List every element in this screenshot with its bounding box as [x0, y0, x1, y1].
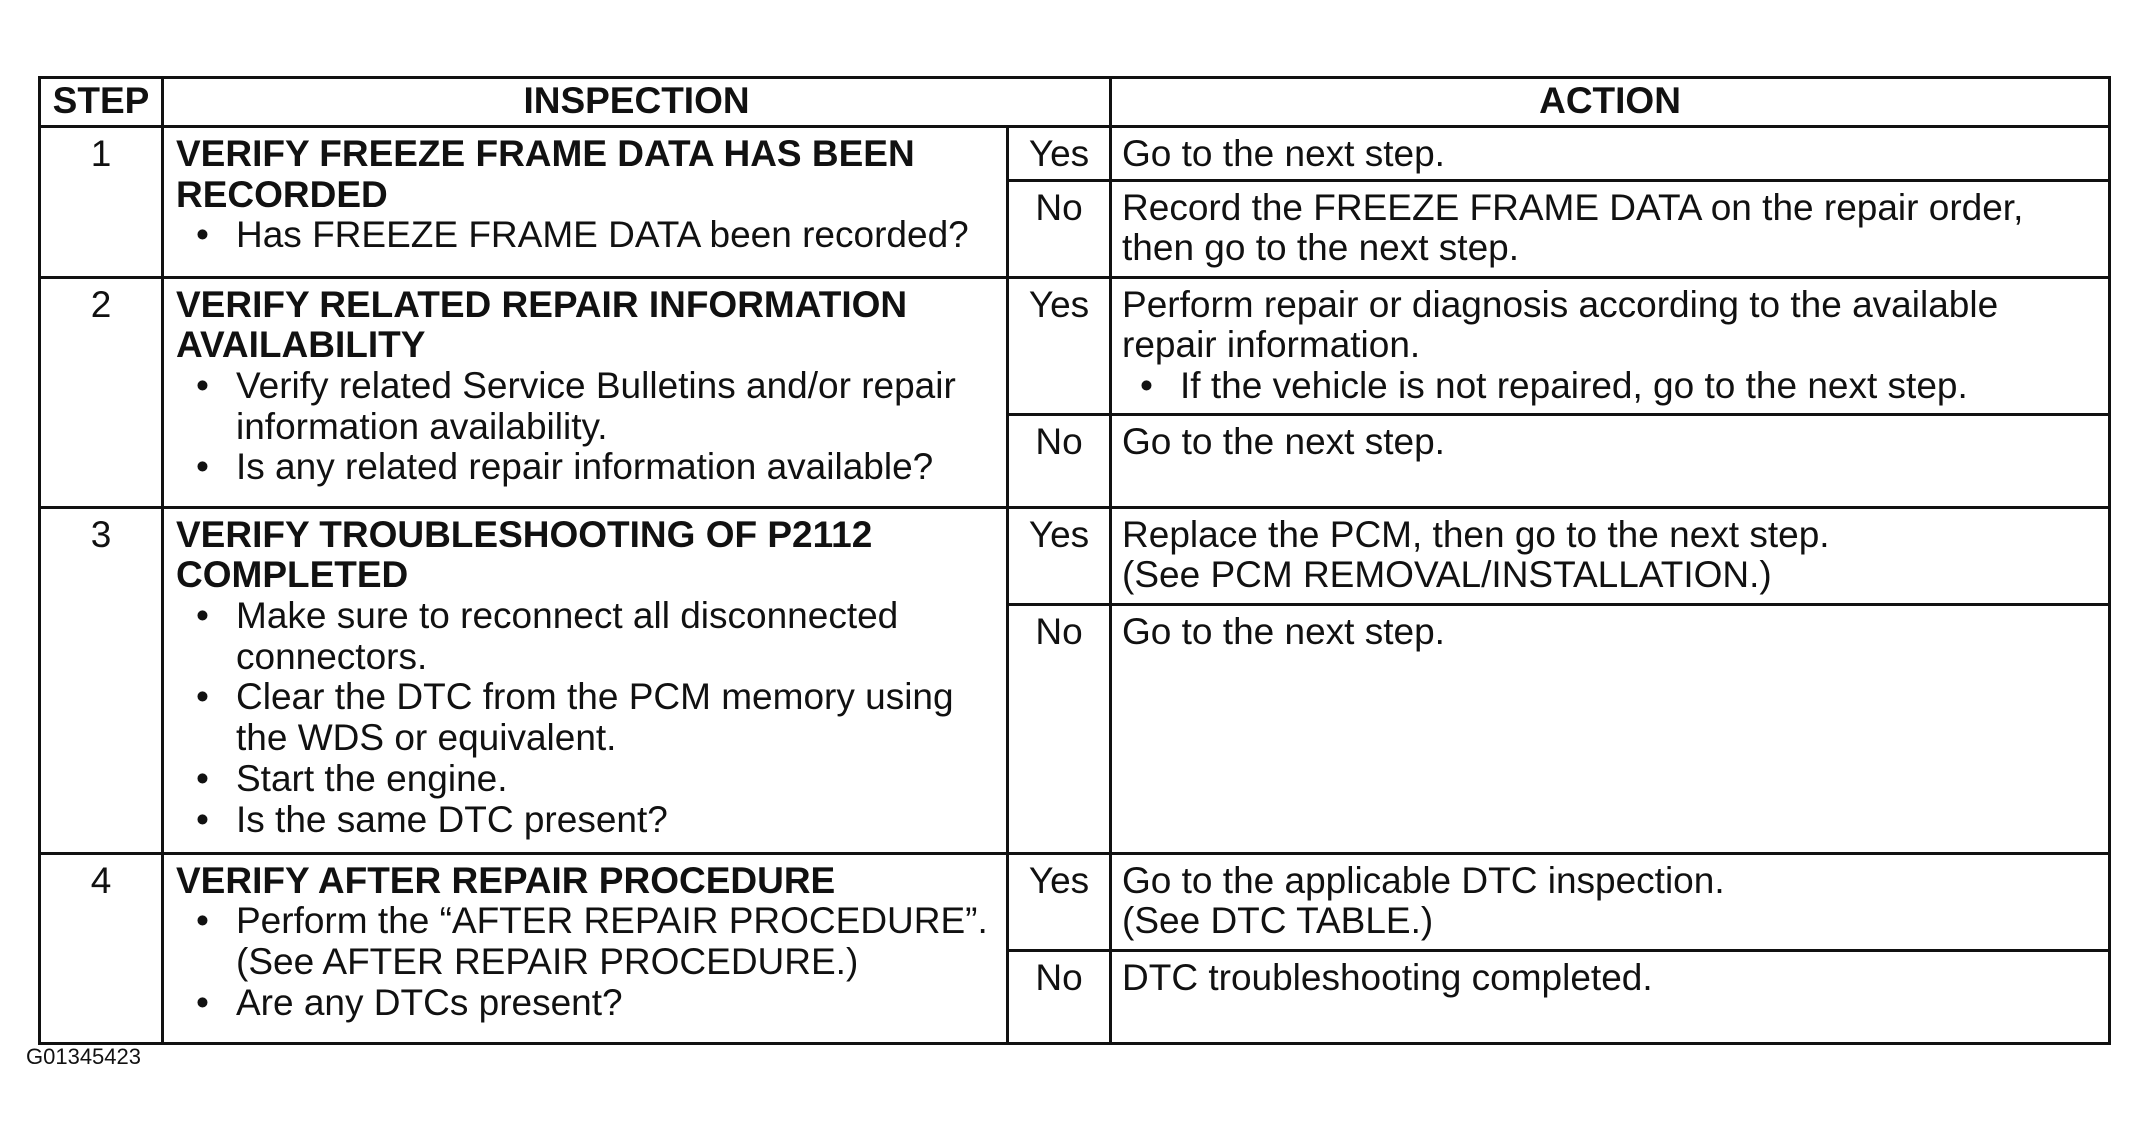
bullet-item	[196, 595, 996, 677]
no-action	[1111, 414, 2110, 507]
bullet-text: Is the same DTC present?	[236, 798, 668, 840]
step-4-yes-row	[40, 853, 2110, 950]
bullet-icon: •	[196, 446, 209, 488]
no-label: No	[1008, 950, 1111, 1043]
yes-action	[1111, 127, 2110, 181]
step-3-inspection	[163, 507, 1008, 853]
yes-label: Yes	[1008, 127, 1111, 181]
inspection-bullets	[176, 215, 996, 256]
bullet-text: If the vehicle is not repaired, go to the next step.	[1180, 365, 1968, 407]
no-action	[1111, 604, 2110, 853]
action-text: Go to the applicable DTC inspection.	[1122, 859, 1725, 901]
bullet-icon: •	[196, 365, 209, 407]
action-text: Record the FREEZE FRAME DATA on the repair order, then go to the next step.	[1122, 186, 2024, 269]
inspection-bullets	[176, 901, 996, 1023]
step-title: VERIFY RELATED REPAIR INFORMATION AVAILABILITY	[176, 283, 908, 366]
no-label: No	[1008, 414, 1111, 507]
bullet-icon: •	[1140, 365, 1153, 407]
step-number: 3	[40, 507, 163, 853]
bullet-item	[196, 214, 996, 256]
bullet-item	[196, 798, 996, 841]
action-bullets	[1122, 366, 2098, 407]
bullet-item	[196, 365, 996, 447]
step-number: 4	[40, 853, 163, 1043]
action-text: Go to the next step.	[1122, 420, 1445, 462]
bullet-item	[196, 446, 996, 488]
yes-action	[1111, 853, 2110, 950]
step-number: 2	[40, 277, 163, 507]
yes-action	[1111, 277, 2110, 414]
no-label: No	[1008, 604, 1111, 853]
yes-action	[1111, 507, 2110, 604]
no-action	[1111, 180, 2110, 277]
step-2-yes-row	[40, 277, 2110, 414]
step-1-yes-row	[40, 127, 2110, 181]
bullet-item	[196, 757, 996, 800]
action-text: (See DTC TABLE.)	[1122, 900, 1434, 942]
bullet-icon: •	[196, 676, 209, 718]
bullet-icon: •	[196, 214, 209, 256]
step-1-inspection	[163, 127, 1008, 278]
inspection-header: INSPECTION	[163, 78, 1111, 127]
action-header: ACTION	[1111, 78, 2110, 127]
action-text: (See PCM REMOVAL/INSTALLATION.)	[1122, 554, 1772, 596]
no-label: No	[1008, 180, 1111, 277]
bullet-icon: •	[196, 595, 209, 637]
no-action	[1111, 950, 2110, 1043]
bullet-icon: •	[196, 798, 209, 840]
bullet-item	[196, 900, 996, 983]
step-3-yes-row	[40, 507, 2110, 604]
figure-id: G01345423	[26, 1044, 141, 1069]
bullet-text: Clear the DTC from the PCM memory using the WDS or equivalent.	[236, 676, 954, 759]
action-text: Replace the PCM, then go to the next step.	[1122, 513, 1830, 555]
bullet-item	[196, 981, 996, 1024]
bullet-text: Make sure to reconnect all disconnected connectors.	[236, 595, 899, 677]
step-2-inspection	[163, 277, 1008, 507]
inspection-bullets	[176, 366, 996, 488]
bullet-text: Has FREEZE FRAME DATA been recorded?	[236, 214, 969, 256]
step-number: 1	[40, 127, 163, 278]
inspection-bullets	[176, 596, 996, 840]
header-row	[40, 78, 2110, 127]
yes-label: Yes	[1008, 507, 1111, 604]
step-title: VERIFY TROUBLESHOOTING OF P2112 COMPLETED	[176, 513, 873, 596]
action-text: Go to the next step.	[1122, 133, 1445, 174]
action-text: Go to the next step.	[1122, 610, 1445, 652]
yes-label: Yes	[1008, 277, 1111, 414]
bullet-text: Start the engine.	[236, 757, 508, 799]
action-text: DTC troubleshooting completed.	[1122, 956, 1653, 998]
bullet-item	[1140, 365, 2098, 407]
diagnostic-table	[38, 76, 2111, 1045]
bullet-item	[196, 676, 996, 759]
yes-label: Yes	[1008, 853, 1111, 950]
step-title: VERIFY FREEZE FRAME DATA HAS BEEN RECORDED	[176, 133, 915, 215]
step-4-inspection	[163, 853, 1008, 1043]
bullet-icon: •	[196, 981, 209, 1023]
bullet-text: Is any related repair information available?	[236, 446, 934, 488]
bullet-text: Perform the “AFTER REPAIR PROCEDURE”. (See AFTER REPAIR PROCEDURE.)	[236, 900, 988, 983]
action-text: Perform repair or diagnosis according to the available repair information.	[1122, 283, 1999, 366]
step-title: VERIFY AFTER REPAIR PROCEDURE	[176, 859, 836, 901]
step-header: STEP	[40, 78, 163, 127]
bullet-text: Are any DTCs present?	[236, 981, 623, 1023]
bullet-text: Verify related Service Bulletins and/or repair information availability.	[236, 365, 956, 447]
bullet-icon: •	[196, 900, 209, 942]
bullet-icon: •	[196, 757, 209, 799]
